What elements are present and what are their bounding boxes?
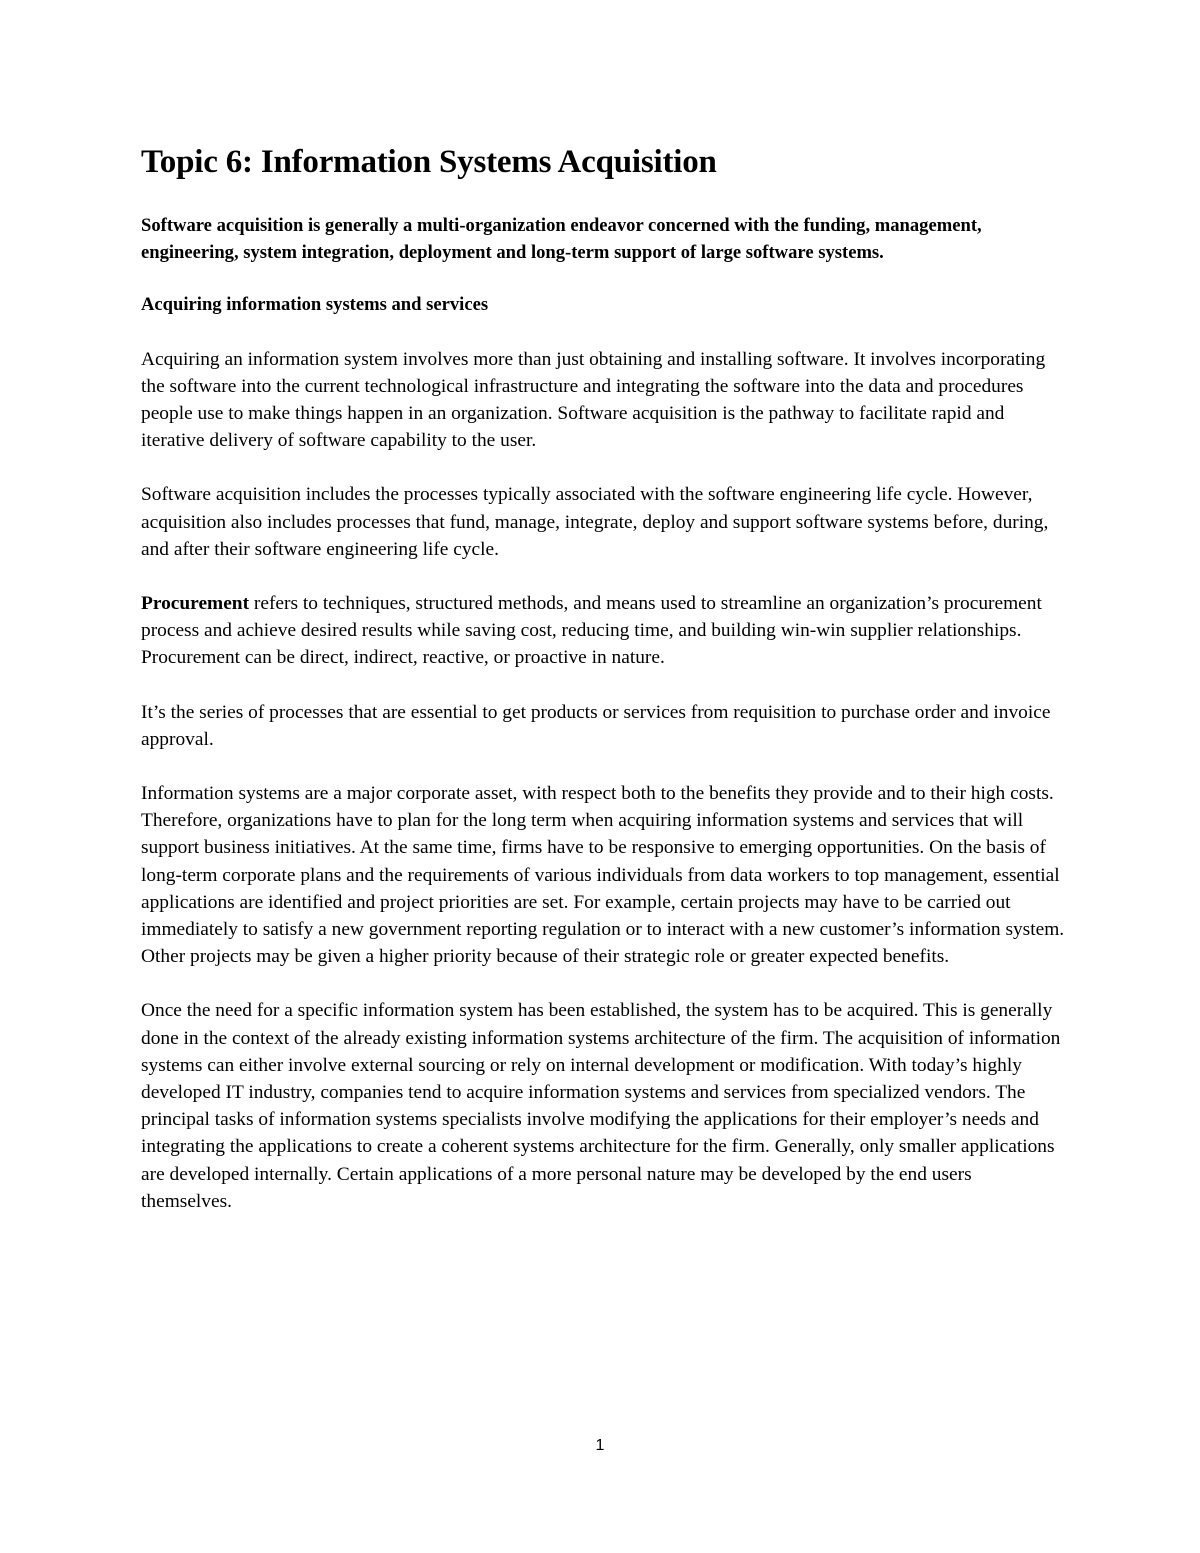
paragraph-3-text: refers to techniques, structured methods, and means used to streamline an organization’s procurement process and achieve desired results while saving cost, reducing time, and building win-win supplier relationships. Procurement can be direct, indirect, reactive, or proactive in nature. [141, 593, 1042, 669]
page-content [141, 138, 1066, 1215]
paragraph-2: Software acquisition includes the processes typically associated with the software engineering life cycle. However, acquisition also includes processes that fund, manage, integrate, deploy and support software systems before, during, and after their software engineering life cycle. [141, 484, 1049, 560]
section-heading: Acquiring information systems and services [141, 294, 489, 316]
paragraph-4: It’s the series of processes that are essential to get products or services from requisition to purchase order and invoice approval. [141, 701, 1051, 750]
page-number: 1 [595, 1437, 605, 1454]
paragraph-5: Information systems are a major corporate asset, with respect both to the benefits they provide and to their high costs. Therefore, organizations have to plan for the long term when acquiring information systems and services that will support business initiatives. At the same time, firms have to be responsive to emerging opportunities. On the basis of long-term corporate plans and the requirements of various individuals from data workers to top management, essential applications are identified and project priorities are set. For example, certain projects may have to be carried out immediately to satisfy a new government reporting regulation or to interact with a new customer’s information system. Other projects may be given a higher priority because of their strategic role or greater expected benefits. [141, 783, 1065, 968]
paragraph-6: Once the need for a specific information system has been established, the system has to be acquired. This is generally done in the context of the already existing information systems architecture of the firm. The acquisition of information systems can either involve external sourcing or rely on internal development or modification. With today’s highly developed IT industry, companies tend to acquire information systems and services from specialized vendors. The principal tasks of information systems specialists involve modifying the applications for their employer’s needs and integrating the applications to create a coherent systems architecture for the firm. Generally, only smaller applications are developed internally. Certain applications of a more personal nature may be developed by the end users themselves. [141, 1000, 1061, 1212]
procurement-term: Procurement [141, 593, 250, 615]
paragraph-3 [141, 590, 1066, 672]
intro-paragraph: Software acquisition is generally a multi-organization endeavor concerned with the funding, management, engineering, system integration, deployment and long-term support of large software systems. [141, 215, 982, 264]
paragraph-1: Acquiring an information system involves more than just obtaining and installing software. It involves incorporating the software into the current technological infrastructure and integrating the software into the data and procedures people use to make things happen in an organization. Software acquisition is the pathway to facilitate rapid and iterative delivery of software capability to the user. [141, 348, 1046, 452]
page-title: Topic 6: Information Systems Acquisition [141, 144, 717, 180]
